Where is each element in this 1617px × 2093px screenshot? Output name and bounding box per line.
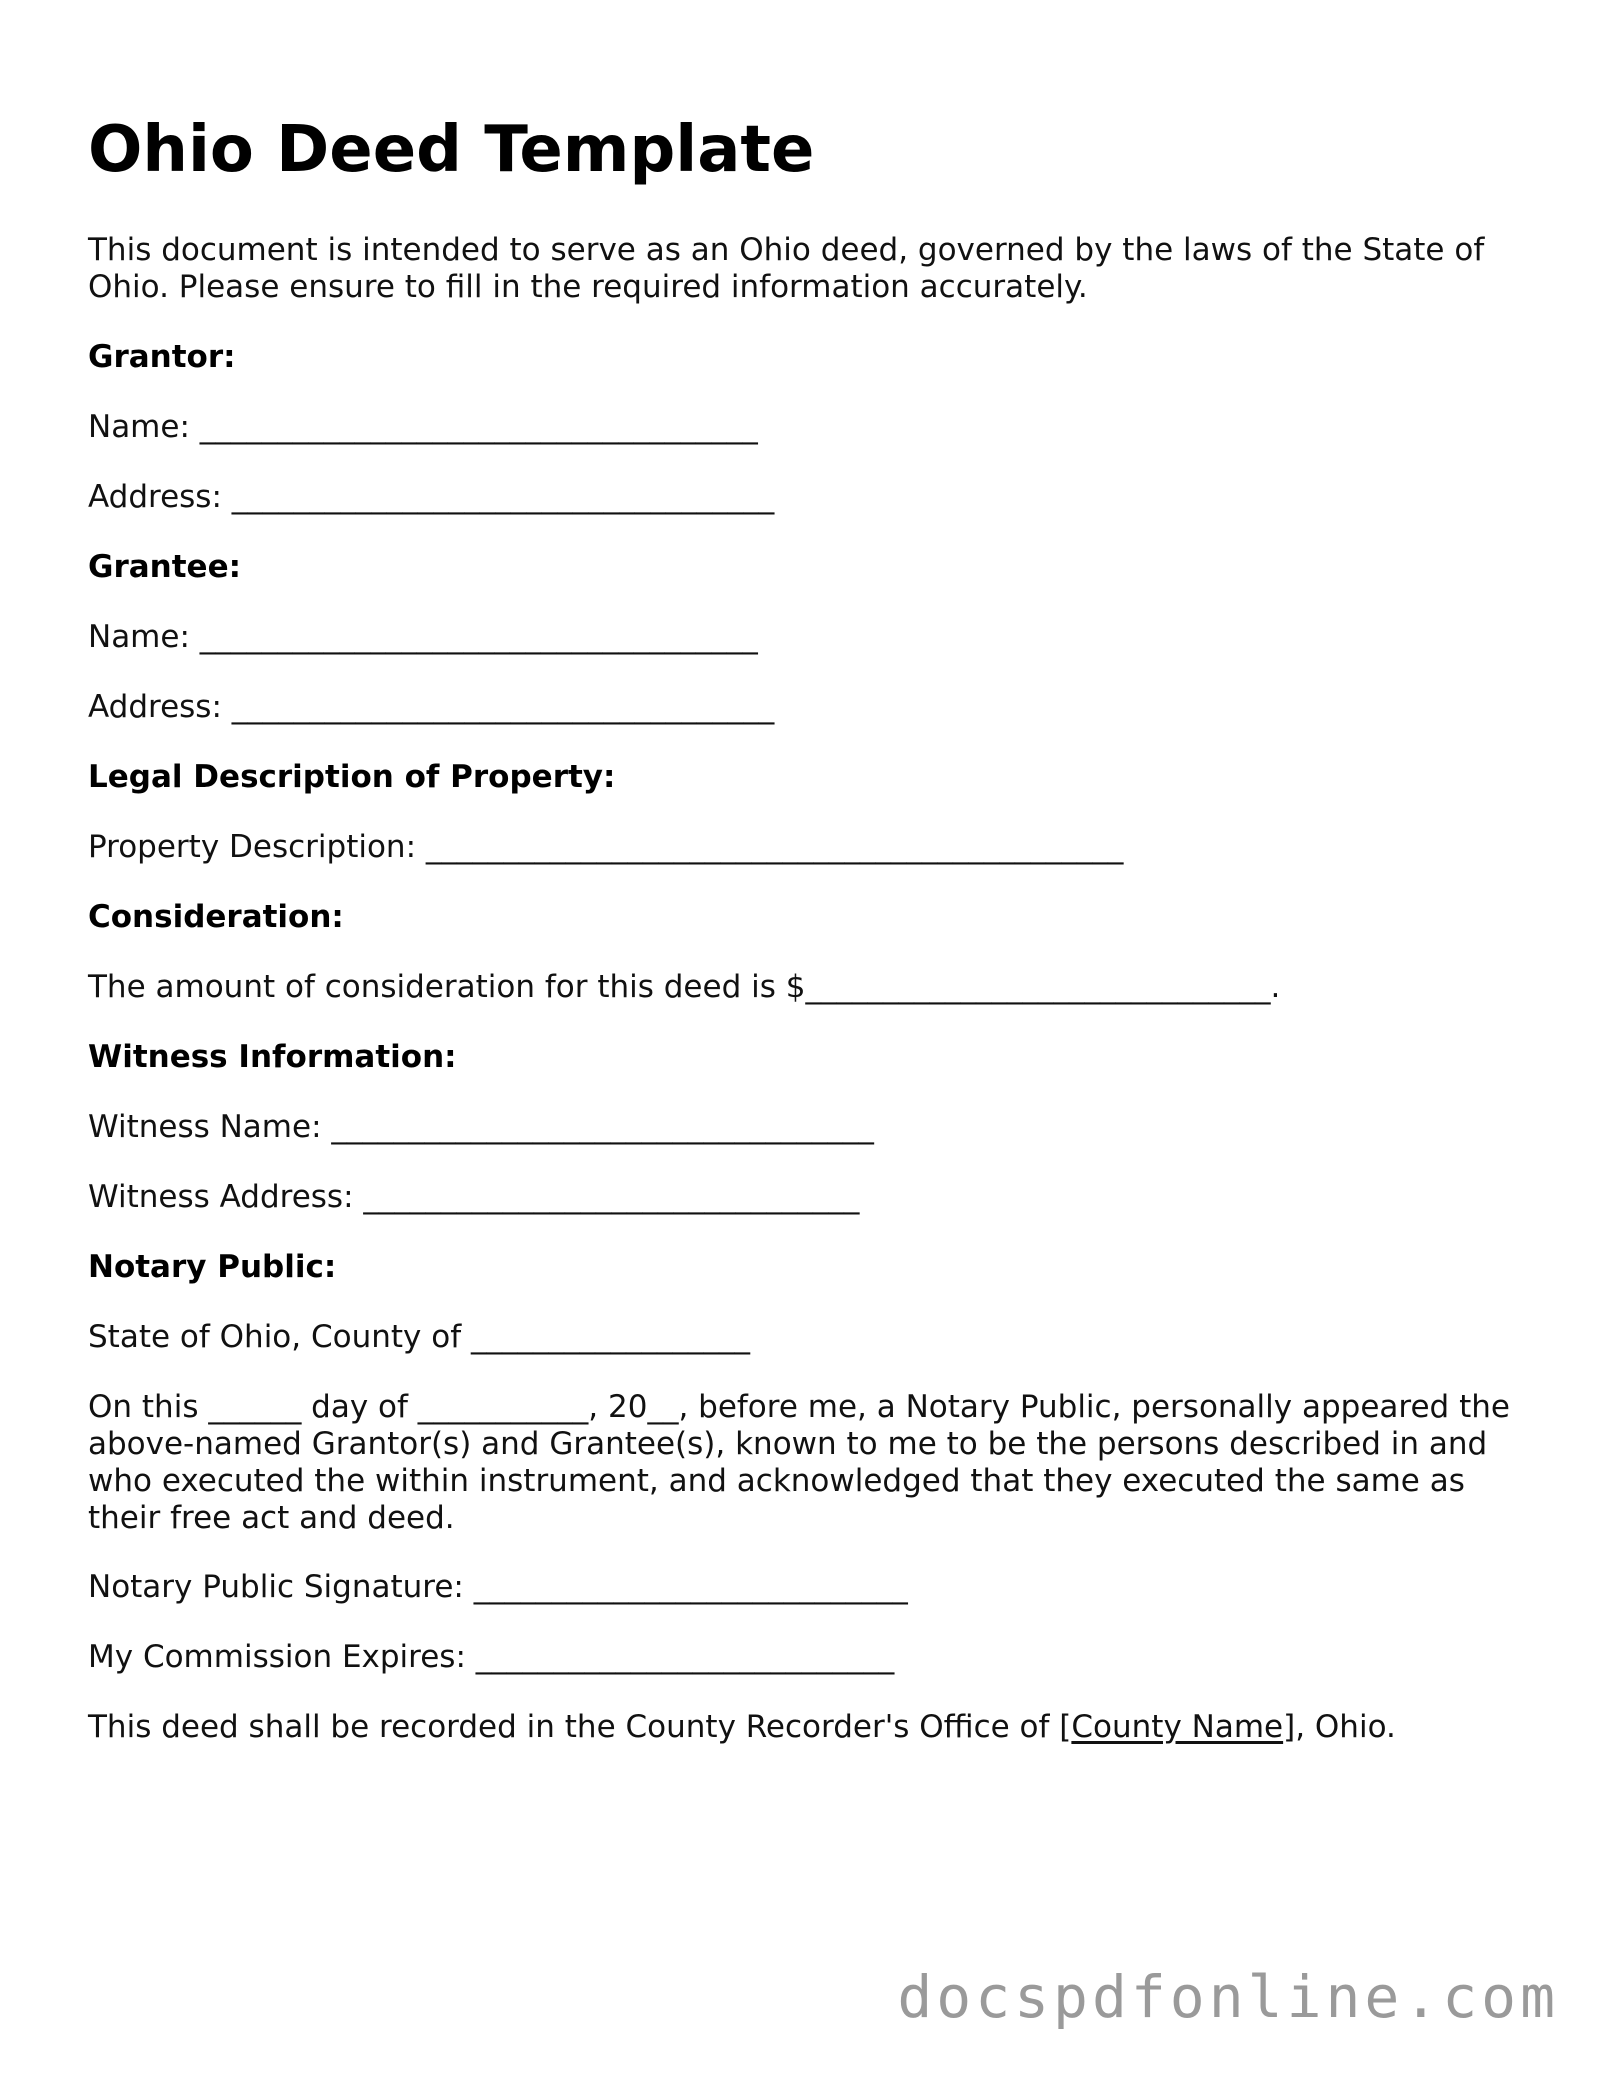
grantee-address-field: Address: ___________________________________ xyxy=(88,689,775,725)
property-description-field: Property Description: _____________________________________________ xyxy=(88,829,1124,865)
notary-commission-field: My Commission Expires: ___________________________ xyxy=(88,1639,895,1675)
witness-name-field: Witness Name: ___________________________________ xyxy=(88,1109,874,1145)
grantor-address-field: Address: ___________________________________ xyxy=(88,479,775,515)
property-heading: Legal Description of Property: xyxy=(88,759,616,795)
consideration-amount-field: The amount of consideration for this deed is $______________________________. xyxy=(88,969,1281,1005)
recording-prefix: This deed shall be recorded in the County Recorder's Office of [ xyxy=(88,1709,1072,1745)
recording-suffix: ], Ohio. xyxy=(1283,1709,1396,1745)
notary-acknowledgment: On this ______ day of ___________, 20__, before me, a Notary Public, personally appeared the above-named Grantor(s) and Grantee(s), known to me to be the persons described in and who executed the within instrument, and acknowledged that they executed the same as their free act and deed. xyxy=(88,1389,1510,1536)
grantor-heading: Grantor: xyxy=(88,339,236,375)
grantor-name-field: Name: ____________________________________ xyxy=(88,409,758,445)
grantee-heading: Grantee: xyxy=(88,549,241,585)
notary-heading: Notary Public: xyxy=(88,1249,337,1285)
witness-heading: Witness Information: xyxy=(88,1039,457,1075)
notary-signature-field: Notary Public Signature: ____________________________ xyxy=(88,1569,908,1605)
county-name-placeholder: County Name xyxy=(1071,1709,1284,1745)
recording-statement xyxy=(88,1709,1396,1746)
witness-address-field: Witness Address: ________________________________ xyxy=(88,1179,860,1215)
notary-county-field: State of Ohio, County of __________________ xyxy=(88,1319,750,1355)
consideration-heading: Consideration: xyxy=(88,899,344,935)
document-title: Ohio Deed Template xyxy=(88,113,815,187)
watermark-text: docspdfonline.com xyxy=(897,1963,1559,2031)
grantee-name-field: Name: ____________________________________ xyxy=(88,619,758,655)
intro-paragraph: This document is intended to serve as an Ohio deed, governed by the laws of the State of Ohio. Please ensure to fill in the required information accurately. xyxy=(88,232,1485,305)
